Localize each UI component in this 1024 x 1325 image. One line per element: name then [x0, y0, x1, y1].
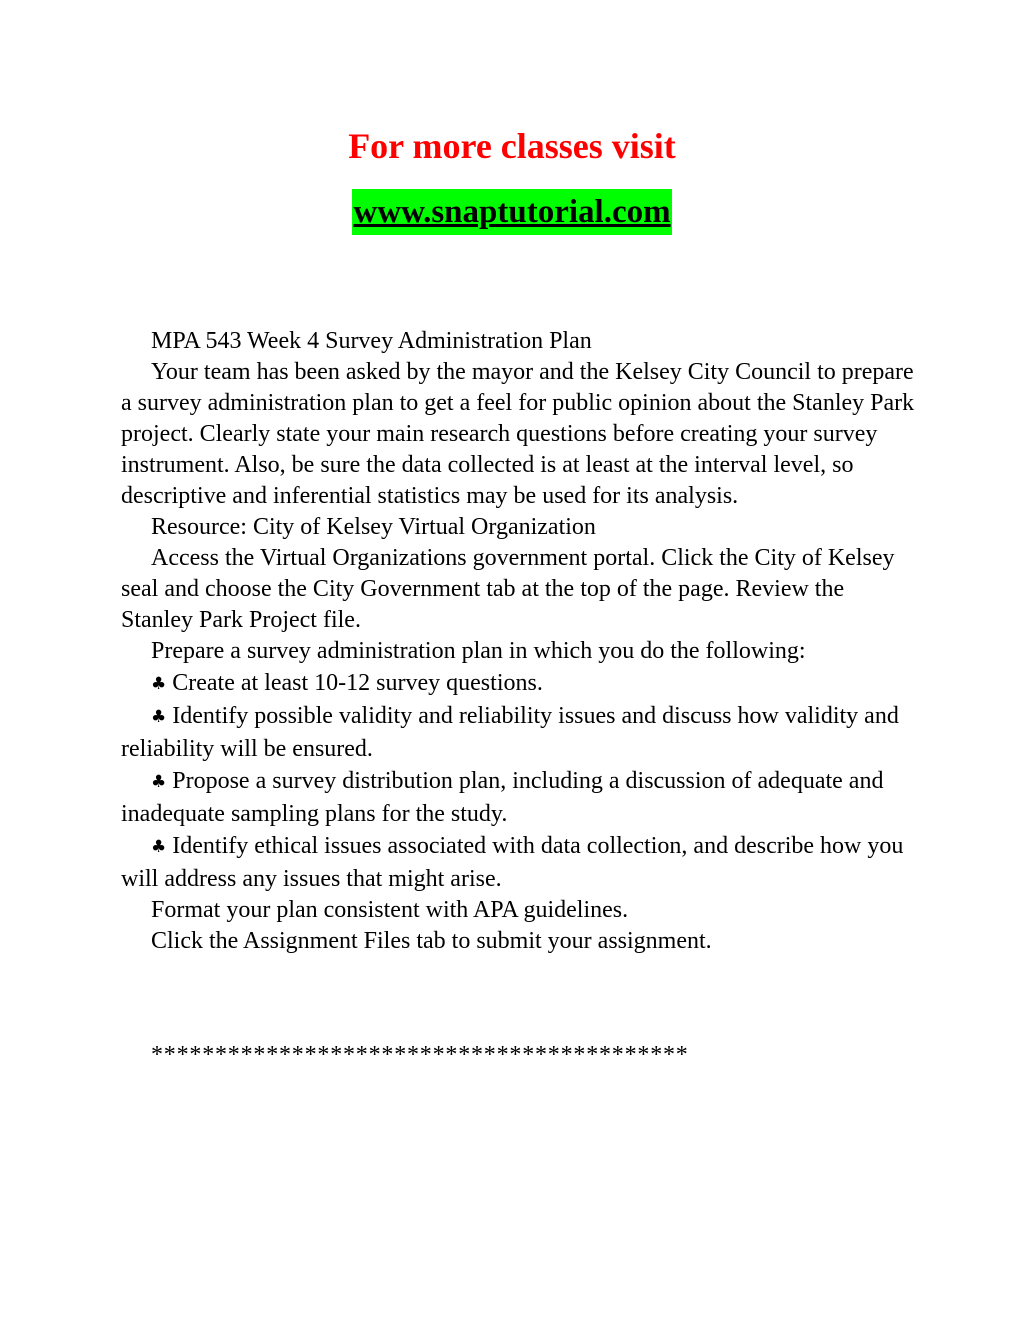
header-title: For more classes visit: [348, 126, 676, 166]
list-item: [121, 667, 921, 700]
list-item: [121, 765, 921, 830]
document-body: [121, 326, 921, 957]
bullet-text: Propose a survey distribution plan, including a discussion of adequate and inadequate sampling plans for the study.: [121, 768, 884, 827]
club-icon: ♣: [151, 837, 167, 857]
bullet-text: Identify ethical issues associated with data collection, and describe how you will address any issues that might arise.: [121, 833, 904, 892]
club-icon: ♣: [151, 674, 167, 694]
list-item: [121, 700, 921, 765]
bullet-text: Create at least 10-12 survey questions.: [172, 670, 543, 696]
submit-line: Click the Assignment Files tab to submit your assignment.: [151, 928, 712, 954]
resource-line: Resource: City of Kelsey Virtual Organization: [151, 514, 596, 540]
intro-paragraph: Your team has been asked by the mayor and the Kelsey City Council to prepare a survey administration plan to get a feel for public opinion about the Stanley Park project. Clearly state your main research questions before creating your survey instrument. Also, be sure the data collected is at least at the interval level, so descriptive and inferential statistics may be used for its analysis.: [121, 359, 915, 509]
prepare-line: Prepare a survey administration plan in which you do the following:: [151, 638, 806, 664]
url-container: [0, 189, 1024, 235]
club-icon: ♣: [151, 707, 167, 727]
bullet-text: Identify possible validity and reliability issues and discuss how validity and reliability will be ensured.: [121, 703, 899, 762]
club-icon: ♣: [151, 772, 167, 792]
separator-stars: ******************************************: [151, 1042, 689, 1068]
document-title: MPA 543 Week 4 Survey Administration Plan: [151, 328, 592, 354]
access-paragraph: Access the Virtual Organizations government portal. Click the City of Kelsey seal and choose the City Government tab at the top of the page. Review the Stanley Park Project file.: [121, 545, 895, 633]
website-link[interactable]: www.snaptutorial.com: [352, 189, 671, 235]
format-line: Format your plan consistent with APA guidelines.: [151, 897, 629, 923]
list-item: [121, 830, 921, 895]
